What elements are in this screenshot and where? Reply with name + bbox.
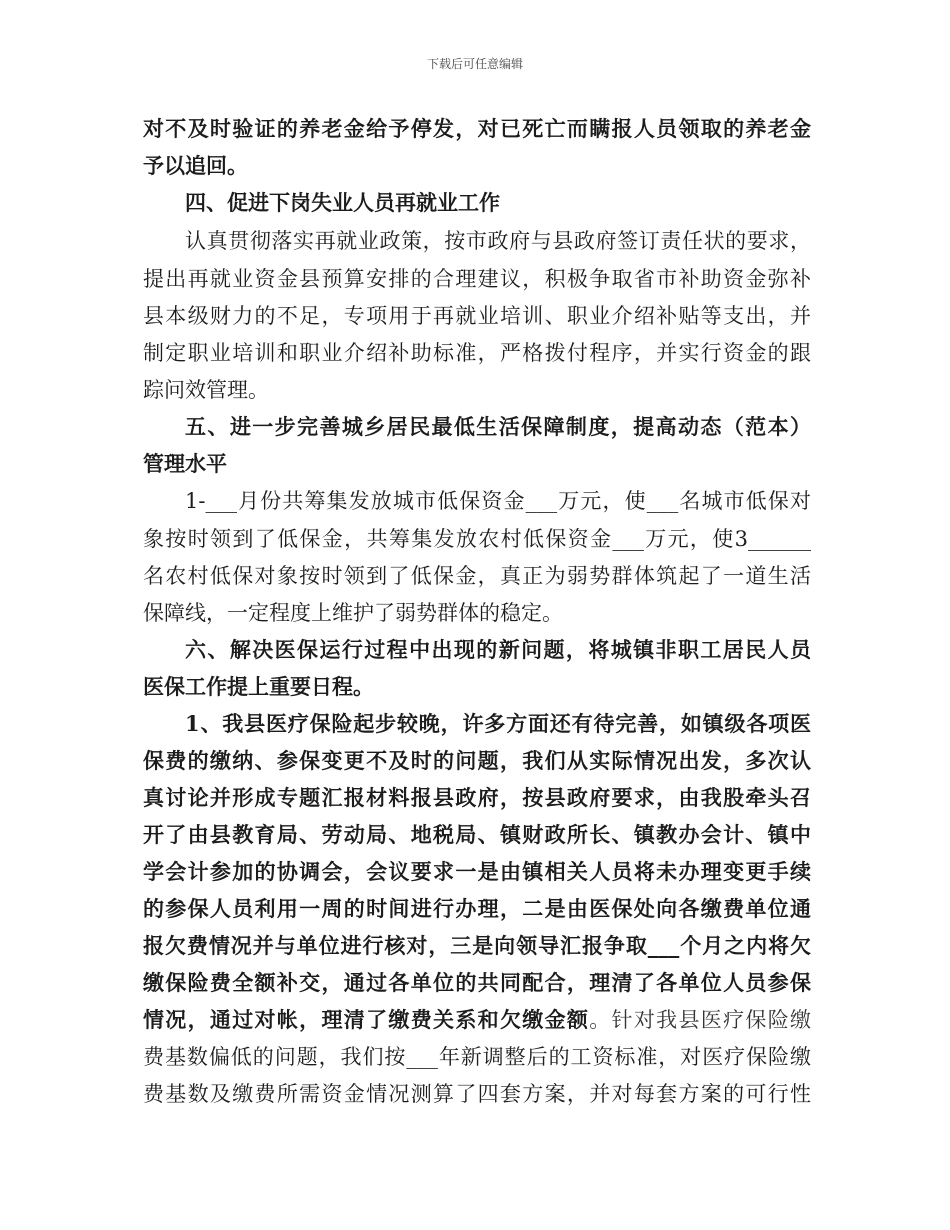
paragraph-line: 1-___月份共筹集发放城市低保资金___万元，使___名城市低保对: [185, 489, 811, 513]
section-heading: 管理水平: [143, 451, 227, 476]
section-heading: 四、促进下岗失业人员再就业工作: [185, 190, 500, 215]
paragraph-line: 学会计参加的协调会，会议要求一是由镇相关人员将未办理变更手续: [143, 859, 811, 884]
paragraph-line: 真讨论并形成专题汇报材料报县政府，按县政府要求，由我股牵头召: [143, 785, 811, 810]
paragraph-line: 名农村低保对象按时领到了低保金，真正为弱势群体筑起了一道生活: [143, 564, 811, 588]
paragraph-line: 费基数偏低的问题，我们按___年新调整后的工资标准，对医疗保险缴: [143, 1045, 811, 1069]
bold-segment: 情况，通过对帐，理清了缴费关系和欠缴金额: [143, 1007, 590, 1032]
paragraph-line: 对不及时验证的养老金给予停发，对已死亡而瞒报人员领取的养老金: [143, 116, 811, 141]
paragraph-line: 缴保险费全额补交，通过各单位的共同配合，理清了各单位人员参保: [143, 970, 811, 995]
section-heading: 五、进一步完善城乡居民最低生活保障制度，提高动态（范本）: [185, 414, 811, 439]
paragraph-line: [143, 1006, 811, 1034]
paragraph-line: 保障线，一定程度上维护了弱势群体的稳定。: [143, 601, 563, 625]
page-header: 下载后可任意编辑: [426, 57, 523, 71]
paragraph-line: 开了由县教育局、劳动局、地税局、镇财政所长、镇教办会计、镇中: [143, 822, 811, 847]
paragraph-line: 象按时领到了低保金，共筹集发放农村低保资金___万元，使3______: [143, 527, 811, 551]
normal-segment: 。针对我县医疗保险缴: [589, 1008, 812, 1032]
section-heading: 六、解决医保运行过程中出现的新问题，将城镇非职工居民人员: [185, 637, 811, 662]
paragraph-line: 提出再就业资金县预算安排的合理建议，积极争取省市补助资金弥补: [143, 267, 811, 291]
paragraph-line: 认真贯彻落实再就业政策，按市政府与县政府签订责任状的要求，: [185, 229, 811, 253]
paragraph-line: 的参保人员利用一周的时间进行办理，二是由医保处向各缴费单位通: [143, 896, 811, 921]
paragraph-line: 报欠费情况并与单位进行核对，三是向领导汇报争取___个月之内将欠: [143, 933, 811, 958]
section-heading: 医保工作提上重要日程。: [143, 674, 374, 699]
paragraph-line: 制定职业培训和职业介绍补助标准，严格拨付程序，并实行资金的跟: [143, 341, 811, 365]
paragraph-line: 费基数及缴费所需资金情况测算了四套方案，并对每套方案的可行性: [143, 1082, 811, 1106]
paragraph-line: 踪问效管理。: [143, 378, 269, 402]
paragraph-line: 县本级财力的不足，专项用于再就业培训、职业介绍补贴等支出，并: [143, 304, 811, 328]
paragraph-line: 1、我县医疗保险起步较晚，许多方面还有待完善，如镇级各项医: [185, 711, 811, 736]
paragraph-line: 予以追回。: [143, 153, 248, 178]
paragraph-line: 保费的缴纳、参保变更不及时的问题，我们从实际情况出发，多次认: [143, 748, 811, 773]
